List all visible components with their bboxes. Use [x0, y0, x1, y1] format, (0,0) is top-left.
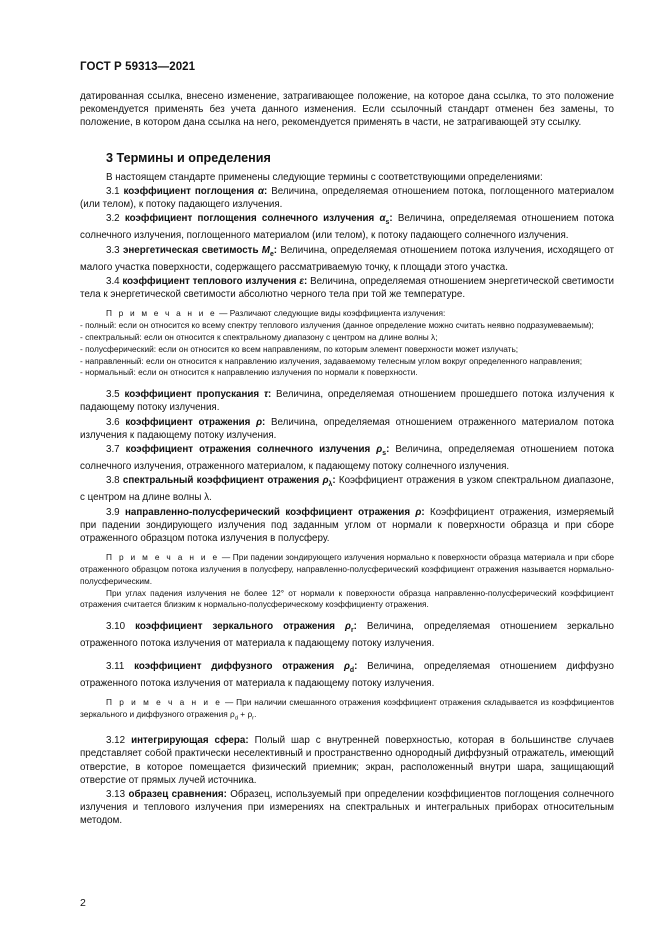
note-reflection-text2: При углах падения излучения не более 12° от нормали к поверхности образца направленно-полусферический коэффициент отражения считается близким к нормально-полусферическому коэффициенту отражения. — [80, 587, 614, 610]
term-number: 3.8 — [106, 475, 120, 487]
term-number: 3.5 — [106, 389, 120, 401]
note-emissivity-intro: П р и м е ч а н и е — Различают следующие виды коэффициента излучения: — [106, 308, 446, 319]
term-symbol: ε — [299, 275, 305, 287]
term-definition: Величина, определяемая отношением отраженного материалом потока излучения к падающему потоку излучения. — [80, 416, 614, 441]
term-symbol: ρ — [256, 416, 263, 428]
term-3-5 — [80, 388, 614, 414]
term-3-11 — [80, 660, 614, 690]
term-3-2 — [80, 212, 614, 242]
term-name: направленно-полусферический коэффициент отражения ρ: — [125, 506, 425, 518]
term-number: 3.4 — [106, 275, 120, 287]
term-name: спектральный коэффициент отражения $\rho_\lambda$: — [122, 475, 336, 489]
term-name: интегрирующая сфера: — [131, 735, 249, 747]
term-3-1 — [80, 185, 614, 211]
note-list-item: - полусферический: если он относится ко всем направлениям, по которым элемент поверхности может излучать; — [80, 343, 519, 354]
term-symbol: ρ — [345, 621, 351, 633]
term-3-10 — [80, 620, 614, 650]
term-3-7 — [80, 443, 614, 473]
term-name: коэффициент отражения ρ: — [125, 416, 266, 428]
term-symbol: ρ — [376, 443, 383, 455]
term-definition: Коэффициент отражения в узком спектральном диапазоне, с центром на длине волны λ. — [80, 475, 614, 504]
note-reflection — [80, 552, 614, 611]
term-number: 3.10 — [106, 621, 126, 633]
note-emissivity — [80, 308, 614, 379]
terms-group-3 — [80, 620, 614, 690]
term-definition: Величина, определяемая отношением энергетической светимости тела к энергетической светимости абсолютно черного тела при той же температуре. — [80, 275, 614, 301]
term-number: 3.9 — [106, 506, 120, 518]
term-3-9 — [80, 506, 614, 546]
term-name: коэффициент поглощения α: — [123, 185, 268, 197]
term-number: 3.11 — [106, 660, 125, 672]
term-name: коэффициент диффузного отражения $\rho_d$: — [134, 660, 358, 674]
note-reflection-text: П р и м е ч а н и е — При падении зондирующего излучения нормально к поверхности образца материала и при сборе отраженного образцом потока излучения в полусферу, направленно-полусферический коэффициент отражения называется нормально-полусферическим. — [80, 552, 614, 586]
page-content — [80, 90, 614, 829]
term-number: 3.7 — [106, 443, 120, 455]
term-name: образец сравнения: — [128, 789, 227, 801]
note-list-item: - нормальный: если он относится к направлению излучения по нормали к поверхности. — [80, 367, 418, 378]
terms-group-2 — [80, 388, 614, 545]
term-symbol: τ — [263, 389, 268, 401]
term-symbol: α — [379, 213, 386, 225]
term-number: 3.3 — [106, 244, 120, 256]
page-number: 2 — [80, 897, 86, 909]
term-symbol: ρ — [415, 506, 422, 518]
term-number: 3.6 — [106, 416, 120, 428]
term-name: коэффициент зеркального отражения $\rho_r$: — [135, 621, 357, 635]
term-definition: Величина, определяемая отношением диффузно отраженного потока излучения от материала к падающему потоку излучения. — [80, 660, 614, 689]
terms-group-4 — [80, 734, 614, 827]
term-definition: Величина, определяемая отношением прошедшего потока излучения к падающему потоку излучения. — [80, 389, 614, 414]
term-3-3 — [80, 244, 614, 274]
term-number: 3.13 — [106, 789, 126, 801]
term-name: коэффициент теплового излучения ε: — [122, 275, 308, 287]
term-3-8 — [80, 474, 614, 504]
section-title: 3 Термины и определения — [106, 150, 271, 165]
term-definition: Коэффициент отражения, измеряемый при падении зондирующего излучения под заданным углом от нормали к поверхности образца и при сборе отраженного образцом потока излучения в полусферу. — [80, 506, 614, 545]
term-definition: Образец, используемый при определении коэффициентов поглощения солнечного излучения и теплового излучения при измерениях на спектральных и интегральных приборах относительным методом. — [80, 789, 614, 827]
document-header: ГОСТ Р 59313—2021 — [80, 61, 196, 73]
term-symbol: ρ — [343, 660, 350, 672]
term-name: коэффициент пропускания τ: — [124, 389, 272, 401]
term-symbol: ρ — [322, 475, 329, 487]
lead-paragraph: В настоящем стандарте применены следующие термины с соответствующими определениями: — [106, 171, 543, 183]
note-mixed-reflection — [80, 697, 614, 725]
term-definition: Полый шар с внутренней поверхностью, которая в большинстве случаев представляет собой практически неселективный и пространственно однородный диффузный отражатель, имеющий отверстие, в которое помещается физический приемник; экран, расположенный внутри шара, защищающий отверстие от прямых лучей источника. — [80, 735, 614, 786]
term-number: 3.2 — [106, 213, 120, 225]
note-list-item: - полный: если он относится ко всему спектру теплового излучения (данное определение можно считать неявно подразумеваемым); — [80, 320, 594, 331]
term-number: 3.12 — [106, 735, 126, 747]
term-definition: Величина, определяемая отношением потока солнечного излучения, отраженного материалом, к падающему потоку солнечного излучения. — [80, 443, 614, 473]
term-definition: Величина, определяемая отношением потока солнечного излучения, поглощенного материалом (или телом), к потоку падающего солнечного излучения. — [80, 213, 614, 242]
term-name: энергетическая светимость $M_e$: — [122, 244, 278, 258]
term-3-4 — [80, 275, 614, 301]
term-3-6 — [80, 416, 614, 442]
term-name: коэффициент поглощения солнечного излучения $\alpha_s$: — [124, 213, 393, 227]
term-number: 3.1 — [106, 185, 120, 197]
term-symbol: M — [261, 244, 270, 256]
terms-group-1 — [80, 185, 614, 302]
term-definition: Величина, определяемая отношением зеркально отраженного потока излучения от материала к падающему потоку излучения. — [80, 621, 614, 650]
note-list-item: - спектральный: если он относится к спектральному диапазону с центром на длине волны λ; — [80, 331, 438, 342]
intro-paragraph: датированная ссылка, внесено изменение, затрагивающее положение, на которое дана ссылка, то это положение рекомендуется применять без учета данного изменения. Если ссылочный стандарт отменен без замены, то положение, в котором дана ссылка на него, рекомендуется применять в части, не затрагивающей эту ссылку. — [80, 91, 614, 129]
term-symbol: α — [257, 185, 265, 197]
term-definition: Величина, определяемая отношением потока излучения, исходящего от малого участка поверхности, содержащего рассматриваемую точку, к площади этого участка. — [80, 244, 614, 273]
note-list-item: - направленный: если он относится к направлению излучения, задаваемому телесным углом вокруг определенного направления; — [80, 355, 583, 366]
note-mixed-text: П р и м е ч а н и е — При наличии смешанного отражения коэффициент отражения складывается из коэффициентов зеркального и диффузного отражения $\rho_d + \rho_r$. — [80, 696, 614, 722]
term-definition: Величина, определяемая отношением потока, поглощенного материалом (или телом), к потоку падающего излучения. — [80, 185, 614, 211]
term-name: коэффициент отражения солнечного излучения $\rho_s$: — [125, 443, 390, 457]
term-3-12 — [80, 734, 614, 787]
term-3-13 — [80, 788, 614, 828]
